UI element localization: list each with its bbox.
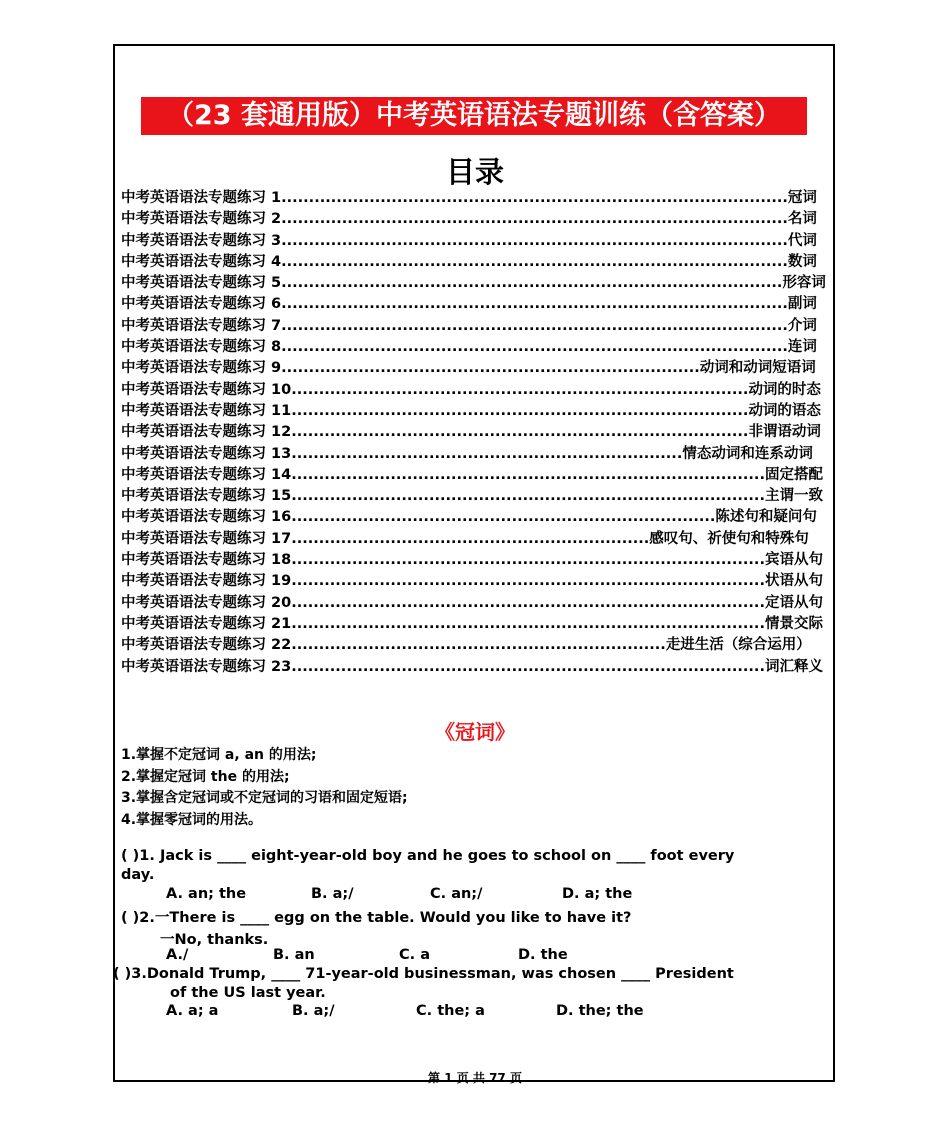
toc-entry-leader: ................................................................................... bbox=[291, 424, 749, 441]
toc-entry[interactable] bbox=[121, 294, 821, 315]
toc-entry-leader: ................................................................................... bbox=[291, 381, 749, 398]
toc-entry[interactable] bbox=[121, 507, 821, 528]
toc-entry-topic: 数词 bbox=[787, 253, 817, 270]
toc-entry[interactable] bbox=[121, 209, 821, 230]
question-2-stem-cont: 一No, thanks. bbox=[160, 932, 269, 948]
section-title: 《冠词》 bbox=[435, 720, 515, 744]
toc-heading: 目录 bbox=[445, 155, 504, 189]
question-2-option-a: A./ bbox=[166, 947, 189, 963]
toc-entry-leader: ............................................................................................ bbox=[281, 211, 788, 228]
toc-entry-label: 中考英语语法专题练习 13 bbox=[121, 445, 292, 462]
toc-entry-leader: ............................................................................................ bbox=[281, 339, 788, 356]
toc-entry-leader: ............................................................................................ bbox=[281, 190, 788, 206]
toc-entry-label: 中考英语语法专题练习 7 bbox=[121, 317, 282, 334]
toc-entry-topic: 冠词 bbox=[787, 190, 817, 206]
toc-entry-label: 中考英语语法专题练习 19 bbox=[121, 573, 292, 590]
question-3-option-a: A. a; a bbox=[166, 1003, 219, 1019]
toc-entry-topic: 词汇释义 bbox=[764, 658, 823, 675]
toc-entry-label: 中考英语语法专题练习 20 bbox=[121, 594, 292, 611]
toc-entry-leader: ............................................................................................ bbox=[281, 232, 788, 249]
toc-entry-topic: 情态动词和连系动词 bbox=[682, 445, 813, 462]
toc-entry-leader: ...................................................................................... bbox=[291, 615, 765, 632]
toc-entry-leader: .................................................................... bbox=[291, 637, 666, 654]
toc-entry-leader: ...................................................................................... bbox=[291, 552, 765, 569]
toc-entry-topic: 形容词 bbox=[782, 275, 826, 292]
goal-item: 2.掌握定冠词 the 的用法; bbox=[121, 768, 290, 785]
toc-entry-label: 中考英语语法专题练习 11 bbox=[121, 402, 292, 419]
question-3-option-d: D. the; the bbox=[556, 1003, 644, 1019]
toc-entry-label: 中考英语语法专题练习 4 bbox=[121, 253, 282, 270]
goal-item: 1.掌握不定冠词 a, an 的用法; bbox=[121, 747, 317, 763]
toc-entry-leader: ...................................................................................... bbox=[291, 594, 765, 611]
toc-entry-topic: 情景交际 bbox=[764, 615, 823, 632]
toc-entry-topic: 连词 bbox=[787, 339, 817, 356]
toc-entry[interactable] bbox=[121, 273, 826, 294]
toc-entry-leader: ...................................................................................... bbox=[291, 573, 765, 590]
toc-entry-leader: ................................................................. bbox=[291, 530, 650, 547]
question-1-option-c: C. an;/ bbox=[430, 886, 483, 902]
toc-entry-topic: 副词 bbox=[787, 296, 817, 313]
toc-entry-leader: ....................................................................... bbox=[291, 445, 683, 462]
toc-entry[interactable] bbox=[121, 358, 821, 379]
toc-entry-topic: 陈述句和疑问句 bbox=[715, 509, 817, 526]
document-title: （23 套通用版）中考英语语法专题训练（含答案） bbox=[167, 100, 781, 131]
toc-entry-label: 中考英语语法专题练习 21 bbox=[121, 615, 292, 632]
goal-item: 3.掌握含定冠词或不定冠词的习语和固定短语; bbox=[121, 790, 408, 807]
toc-entry[interactable] bbox=[121, 316, 821, 337]
toc-entry-topic: 固定搭配 bbox=[764, 466, 823, 483]
toc-entry[interactable] bbox=[121, 188, 821, 209]
toc-entry-topic: 动词的时态 bbox=[748, 381, 821, 398]
toc-entry-leader: ............................................................................. bbox=[291, 509, 716, 526]
toc-entry-label: 中考英语语法专题练习 9 bbox=[121, 360, 282, 377]
question-3-option-c: C. the; a bbox=[416, 1003, 485, 1019]
toc-entry-label: 中考英语语法专题练习 8 bbox=[121, 339, 282, 356]
page-footer: 第 1 页 共 77 页 bbox=[428, 1071, 522, 1085]
toc-entry-label: 中考英语语法专题练习 12 bbox=[121, 424, 292, 441]
toc-entry-label: 中考英语语法专题练习 3 bbox=[121, 232, 282, 249]
question-1-stem: ( )1. Jack is ____ eight-year-old boy and he goes to school on ____ foot every bbox=[121, 848, 735, 864]
question-2-stem: ( )2.一There is ____ egg on the table. Would you like to have it? bbox=[121, 910, 632, 926]
toc-entry[interactable] bbox=[121, 529, 821, 550]
question-2-option-b: B. an bbox=[273, 947, 315, 963]
toc-entry[interactable] bbox=[121, 635, 821, 656]
toc-entry[interactable] bbox=[121, 486, 821, 507]
toc-entry-topic: 感叹句、祈使句和特殊句 bbox=[649, 530, 809, 547]
question-2-option-c: C. a bbox=[399, 947, 430, 963]
toc-entry-topic: 定语从句 bbox=[764, 594, 823, 611]
toc-entry[interactable] bbox=[121, 593, 821, 614]
toc-entry-label: 中考英语语法专题练习 16 bbox=[121, 509, 292, 526]
toc-entry-topic: 动词和动词短语词 bbox=[699, 360, 816, 377]
toc-entry-topic: 状语从句 bbox=[764, 573, 823, 590]
toc-entry-label: 中考英语语法专题练习 6 bbox=[121, 296, 282, 313]
toc-entry[interactable] bbox=[121, 571, 821, 592]
toc-entry[interactable] bbox=[121, 465, 821, 486]
toc-entry-topic: 走进生活（综合运用） bbox=[665, 637, 811, 654]
goal-item: 4.掌握零冠词的用法。 bbox=[121, 812, 263, 829]
toc-entry-topic: 代词 bbox=[787, 232, 817, 249]
table-of-contents bbox=[121, 188, 826, 678]
toc-entry-topic: 宾语从句 bbox=[764, 552, 823, 569]
toc-entry-leader: ............................................................................................ bbox=[281, 253, 788, 270]
question-3-stem: ( )3.Donald Trump, ____ 71-year-old businessman, was chosen ____ President bbox=[113, 966, 734, 982]
question-1-option-b: B. a;/ bbox=[311, 886, 354, 902]
toc-entry-label: 中考英语语法专题练习 2 bbox=[121, 211, 282, 228]
toc-entry-label: 中考英语语法专题练习 17 bbox=[121, 530, 292, 547]
toc-entry[interactable] bbox=[121, 614, 821, 635]
question-1-stem-cont: day. bbox=[121, 867, 155, 883]
toc-entry-leader: ...................................................................................... bbox=[291, 466, 765, 483]
toc-entry-topic: 介词 bbox=[787, 317, 817, 334]
toc-entry-label: 中考英语语法专题练习 10 bbox=[121, 381, 292, 398]
toc-entry[interactable] bbox=[121, 231, 821, 252]
toc-entry[interactable] bbox=[121, 252, 821, 273]
toc-entry-leader: ............................................................................ bbox=[281, 360, 700, 377]
toc-entry[interactable] bbox=[121, 422, 821, 443]
toc-entry-label: 中考英语语法专题练习 23 bbox=[121, 658, 292, 675]
toc-entry-label: 中考英语语法专题练习 1 bbox=[121, 190, 282, 206]
toc-entry[interactable] bbox=[121, 550, 821, 571]
learning-goals bbox=[121, 745, 408, 832]
toc-entry-topic: 动词的语态 bbox=[748, 402, 821, 419]
toc-entry[interactable] bbox=[121, 657, 821, 678]
toc-entry-topic: 非谓语动词 bbox=[748, 424, 821, 441]
toc-entry[interactable] bbox=[121, 401, 821, 422]
toc-entry-leader: ...................................................................................... bbox=[291, 488, 765, 505]
toc-entry[interactable] bbox=[121, 380, 821, 401]
question-2-option-d: D. the bbox=[518, 947, 568, 963]
question-3-stem-cont: of the US last year. bbox=[170, 985, 326, 1001]
toc-entry-leader: ........................................................................................... bbox=[281, 275, 783, 292]
toc-entry-leader: ............................................................................................ bbox=[281, 296, 788, 313]
toc-entry[interactable] bbox=[121, 337, 821, 358]
toc-entry-label: 中考英语语法专题练习 14 bbox=[121, 466, 292, 483]
toc-entry-leader: ...................................................................................... bbox=[291, 658, 765, 675]
toc-entry[interactable] bbox=[121, 444, 821, 465]
toc-entry-topic: 名词 bbox=[787, 211, 817, 228]
question-1-option-a: A. an; the bbox=[166, 886, 247, 902]
question-1-option-d: D. a; the bbox=[562, 886, 633, 902]
toc-entry-label: 中考英语语法专题练习 22 bbox=[121, 637, 292, 654]
question-3-option-b: B. a;/ bbox=[292, 1003, 335, 1019]
toc-entry-leader: ............................................................................................ bbox=[281, 317, 788, 334]
toc-entry-topic: 主谓一致 bbox=[764, 488, 823, 505]
toc-entry-label: 中考英语语法专题练习 5 bbox=[121, 275, 282, 292]
toc-entry-label: 中考英语语法专题练习 15 bbox=[121, 488, 292, 505]
toc-entry-leader: ................................................................................... bbox=[291, 402, 749, 419]
toc-entry-label: 中考英语语法专题练习 18 bbox=[121, 552, 292, 569]
